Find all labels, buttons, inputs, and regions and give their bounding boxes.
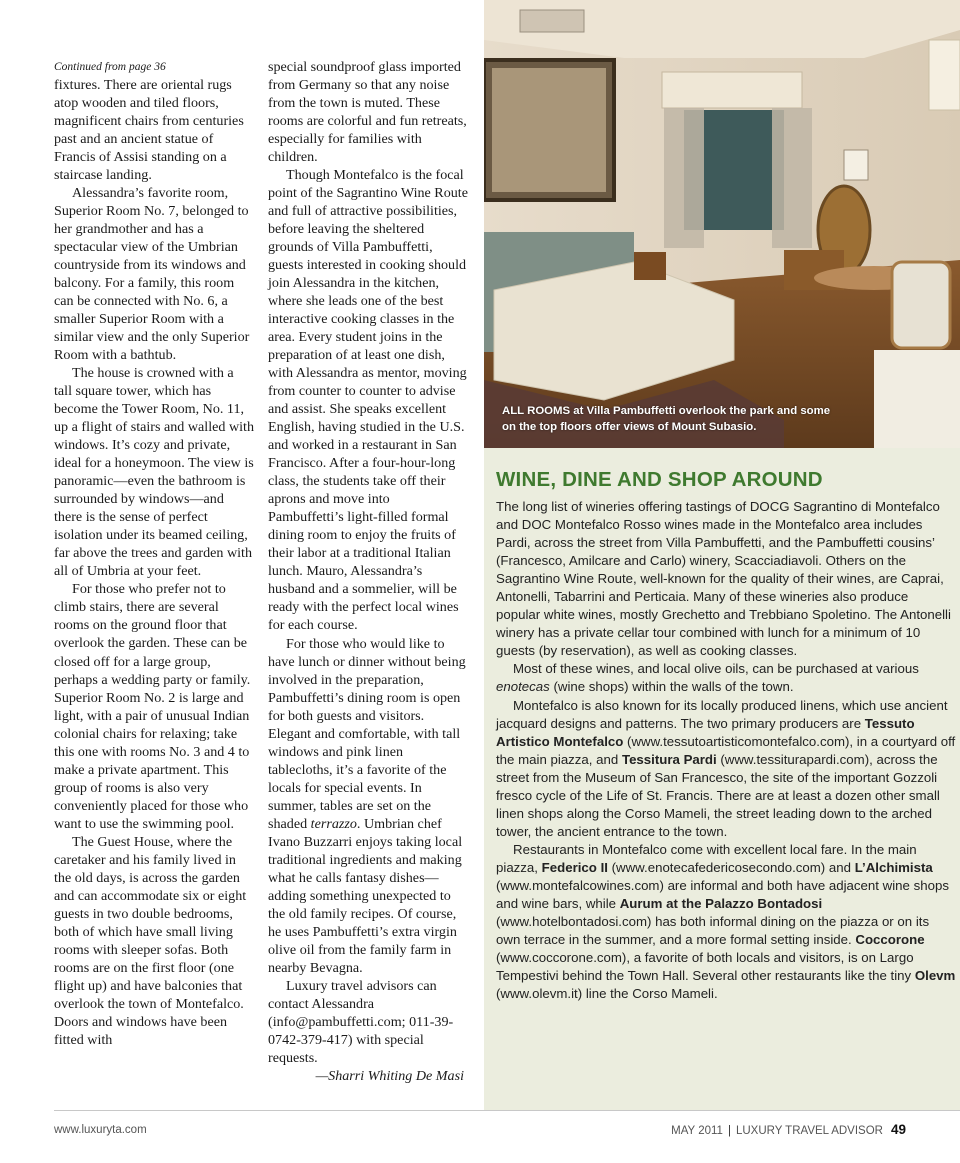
business-name: Aurum at the Palazzo Bontadosi: [619, 896, 823, 912]
sidebar-paragraph: The long list of wineries offering tastings of DOCG Sagrantino di Montefalco and DOC Montefalco Rosso wines made in the Montefalco area includes Pardi, across the street from Villa Pambuffetti, and the Pambuffetti cousins’ (Francesco, Amilcare and Carlo) winery, Scacciadiavoli. Others on the Sagrantino Wine Route, well-known for the quality of their wines, are Caprai, Antonelli, Tabarrini and Perticaia. Many of these wineries also produce popular white wines, mostly Grechetto and Trebbiano Spoletino. The Antonelli winery has a private cellar tour combined with lunch for a minimum of 10 guests (by reservation), as well as cooking classes.: [496, 499, 951, 659]
sidebar-heading: WINE, DINE AND SHOP AROUND: [496, 468, 823, 491]
curtain-left: [664, 108, 704, 248]
sidebar-text: (wine shops) within the walls of the town.: [549, 679, 794, 695]
article-text: . Umbrian chef Ivano Buzzarri enjoys taking local traditional ingredients and making what he calls fantasy dishes—adding something unexpected to the old family recipes. Of course, he uses Pambuffetti’s extra virgin olive oil from the family farm in nearby Bevagna.: [268, 815, 463, 976]
article-paragraph: fixtures. There are oriental rugs atop wooden and tiled floors, magnificent chairs from centuries past and an ancient statue of Francis of Assisi standing on a staircase landing.: [54, 77, 244, 184]
article-paragraph: Luxury travel advisors can contact Alessandra (info@pambuffetti.com; 011-39-0742-379-417) with special requests.: [268, 977, 454, 1066]
footer-rule: [54, 1110, 960, 1111]
small-frame: [844, 150, 868, 180]
author-signature: —Sharri Whiting De Masi: [315, 1067, 464, 1084]
business-name: Federico II: [541, 859, 608, 875]
issue-date: MAY 2011: [671, 1125, 723, 1137]
sidebar-text: (www.olevm.it) line the Corso Mameli.: [496, 986, 718, 1002]
sidebar-emphasis: enotecas: [496, 679, 550, 695]
painting-canvas: [492, 68, 606, 192]
sidebar-body: [496, 498, 956, 1003]
footer-folio: [671, 1122, 906, 1137]
curtain-right: [772, 108, 812, 248]
business-name: Olevm: [914, 968, 956, 984]
sidebar-text: Restaurants in Montefalco come with excellent local fare. In the main piazza,: [496, 841, 917, 875]
nightstand: [634, 252, 666, 280]
sidebar-text: (www.tessutoartisticomontefalco.com), in a courtyard off the main piazza, and: [496, 733, 956, 767]
article-column-2: [268, 58, 468, 1085]
white-sofa: [874, 350, 960, 448]
curtain-valance: [662, 72, 802, 108]
air-vent: [520, 10, 584, 32]
sidebar-text: (www.coccorone.com), a favorite of both locals and visitors, is on Largo Tempestivi behind the Town Hall. Several other restaurants like the tiny: [496, 950, 915, 984]
business-name: Coccorone: [855, 932, 925, 948]
bedroom-illustration: [484, 0, 960, 448]
folio-separator: |: [727, 1125, 731, 1137]
article-paragraph: special soundproof glass imported from Germany so that any noise from the town is muted. These rooms are colorful and fun retreats, especially for families with children.: [268, 59, 467, 166]
article-paragraph: The house is crowned with a tall square tower, which has become the Tower Room, No. 11, up a flight of stairs and walled with windows. It’s cozy and private, ideal for a honeymoon. The view is panoramic—even the bathroom is surrounded by windows—and there is the sense of perfect isolation under its beamed ceiling, far above the trees and garden with all of Umbria at your feet.: [54, 365, 255, 580]
business-name: Tessuto Artistico Montefalco: [496, 715, 915, 749]
sidebar-box: [484, 448, 960, 1110]
sidebar-text: (www.hotelbontadosi.com) has both informal dining on the piazza or on its own terrace in the summer, and a more formal setting inside.: [496, 914, 930, 948]
page-number: 49: [890, 1122, 906, 1137]
sidebar-text: (www.enotecafedericosecondo.com) and: [607, 859, 855, 875]
sidebar-paragraph: [496, 697, 956, 841]
business-name: Tessitura Pardi: [621, 751, 717, 767]
sidebar-paragraph: [496, 841, 956, 1003]
magazine-name: LUXURY TRAVEL ADVISOR: [735, 1125, 883, 1137]
sidebar-text: (www.montefalcowines.com) are informal and both have adjacent wine shops and wine bars, while: [496, 877, 949, 912]
lamp-shade: [929, 40, 960, 110]
sidebar-text: Most of these wines, and local olive oils, can be purchased at various: [513, 661, 919, 677]
article-paragraph: [268, 635, 468, 977]
article-column-1: [54, 58, 254, 1049]
article-paragraph: Alessandra’s favorite room, Superior Room No. 7, belonged to her grandmother and has a spectacular view of the Umbrian countryside from its windows and balcony. For a family, this room can be connected with No. 6, a smaller Superior Room with a similar view and the only Superior Room with a bathtub.: [54, 185, 250, 364]
article-paragraph: The Guest House, where the caretaker and his family lived in the old days, is across the garden and can accommodate six or eight guests in two double bedrooms, both of which have small living rooms with sleeper sofas. Both rooms are on the first floor (one flight up) and have balconies that overlook the town of Montefalco. Doors and windows have been fitted with: [54, 833, 247, 1048]
armchair: [892, 262, 950, 348]
article-paragraph: Though Montefalco is the focal point of the Sagrantino Wine Route and full of attractive possibilities, before leaving the sheltered grounds of Villa Pambuffetti, guests interested in cooking should join Alessandra in the kitchen, where she leads one of the best interactive cooking classes in the area. Every student joins in the preparation of at least one dish, with Alessandra as mentor, moving from counter to counter to advise and assist. She speaks excellent English, having studied in the U.S. and worked in a restaurant in San Francisco. After a four-hour-long class, the students take off their aprons and move into Pambuffetti’s light-filled formal dining room to enjoy the fruits of their labor at a traditional Italian lunch. Mauro, Alessandra’s husband and a sommelier, will be ready with the perfect local wines for each course.: [268, 167, 468, 634]
bedroom-photo: [484, 0, 960, 448]
business-name: L’Alchimista: [854, 859, 933, 875]
sidebar-text: Montefalco is also known for its locally produced linens, which use ancient jacquard designs and patterns. The two primary producers are: [496, 697, 948, 731]
sidebar-text: (www.tessiturapardi.com), across the street from the Museum of San Francesco, the site of the important Gozzoli fresco cycle of the Life of St. Francis. There are at least a dozen other small linen shops along the Corso Mameli, the street leading down to the arched tower, the ancient entrance to the town.: [496, 751, 940, 839]
sidebar-paragraph: [496, 660, 956, 696]
footer-url: www.luxuryta.com: [54, 1124, 147, 1136]
photo-caption: ALL ROOMS at Villa Pambuffetti overlook the park and some on the top floors offer views of Mount Subasio.: [502, 405, 831, 433]
article-paragraph: For those who prefer not to climb stairs, there are several rooms on the ground floor that overlook the garden. These can be closed off for a large group, perhaps a wedding party or family. Superior Room No. 2 is large and light, with a pair of unusual Indian colonial chairs for relaxing; take this one with rooms No. 3 and 4 to make a private apartment. This group of rooms is also very conveniently placed for those who want to use the swimming pool.: [54, 581, 251, 832]
article-text: For those who would like to have lunch or dinner without being involved in the preparation, Pambuffetti’s dining room is open for both guests and visitors. Elegant and comfortable, with tall windows and pink linen tablecloths, it’s a favorite of the locals for special events. In summer, tables are set on the shaded: [268, 635, 466, 832]
continued-note: Continued from page 36: [54, 61, 166, 73]
article-emphasis: terrazzo: [310, 815, 357, 832]
